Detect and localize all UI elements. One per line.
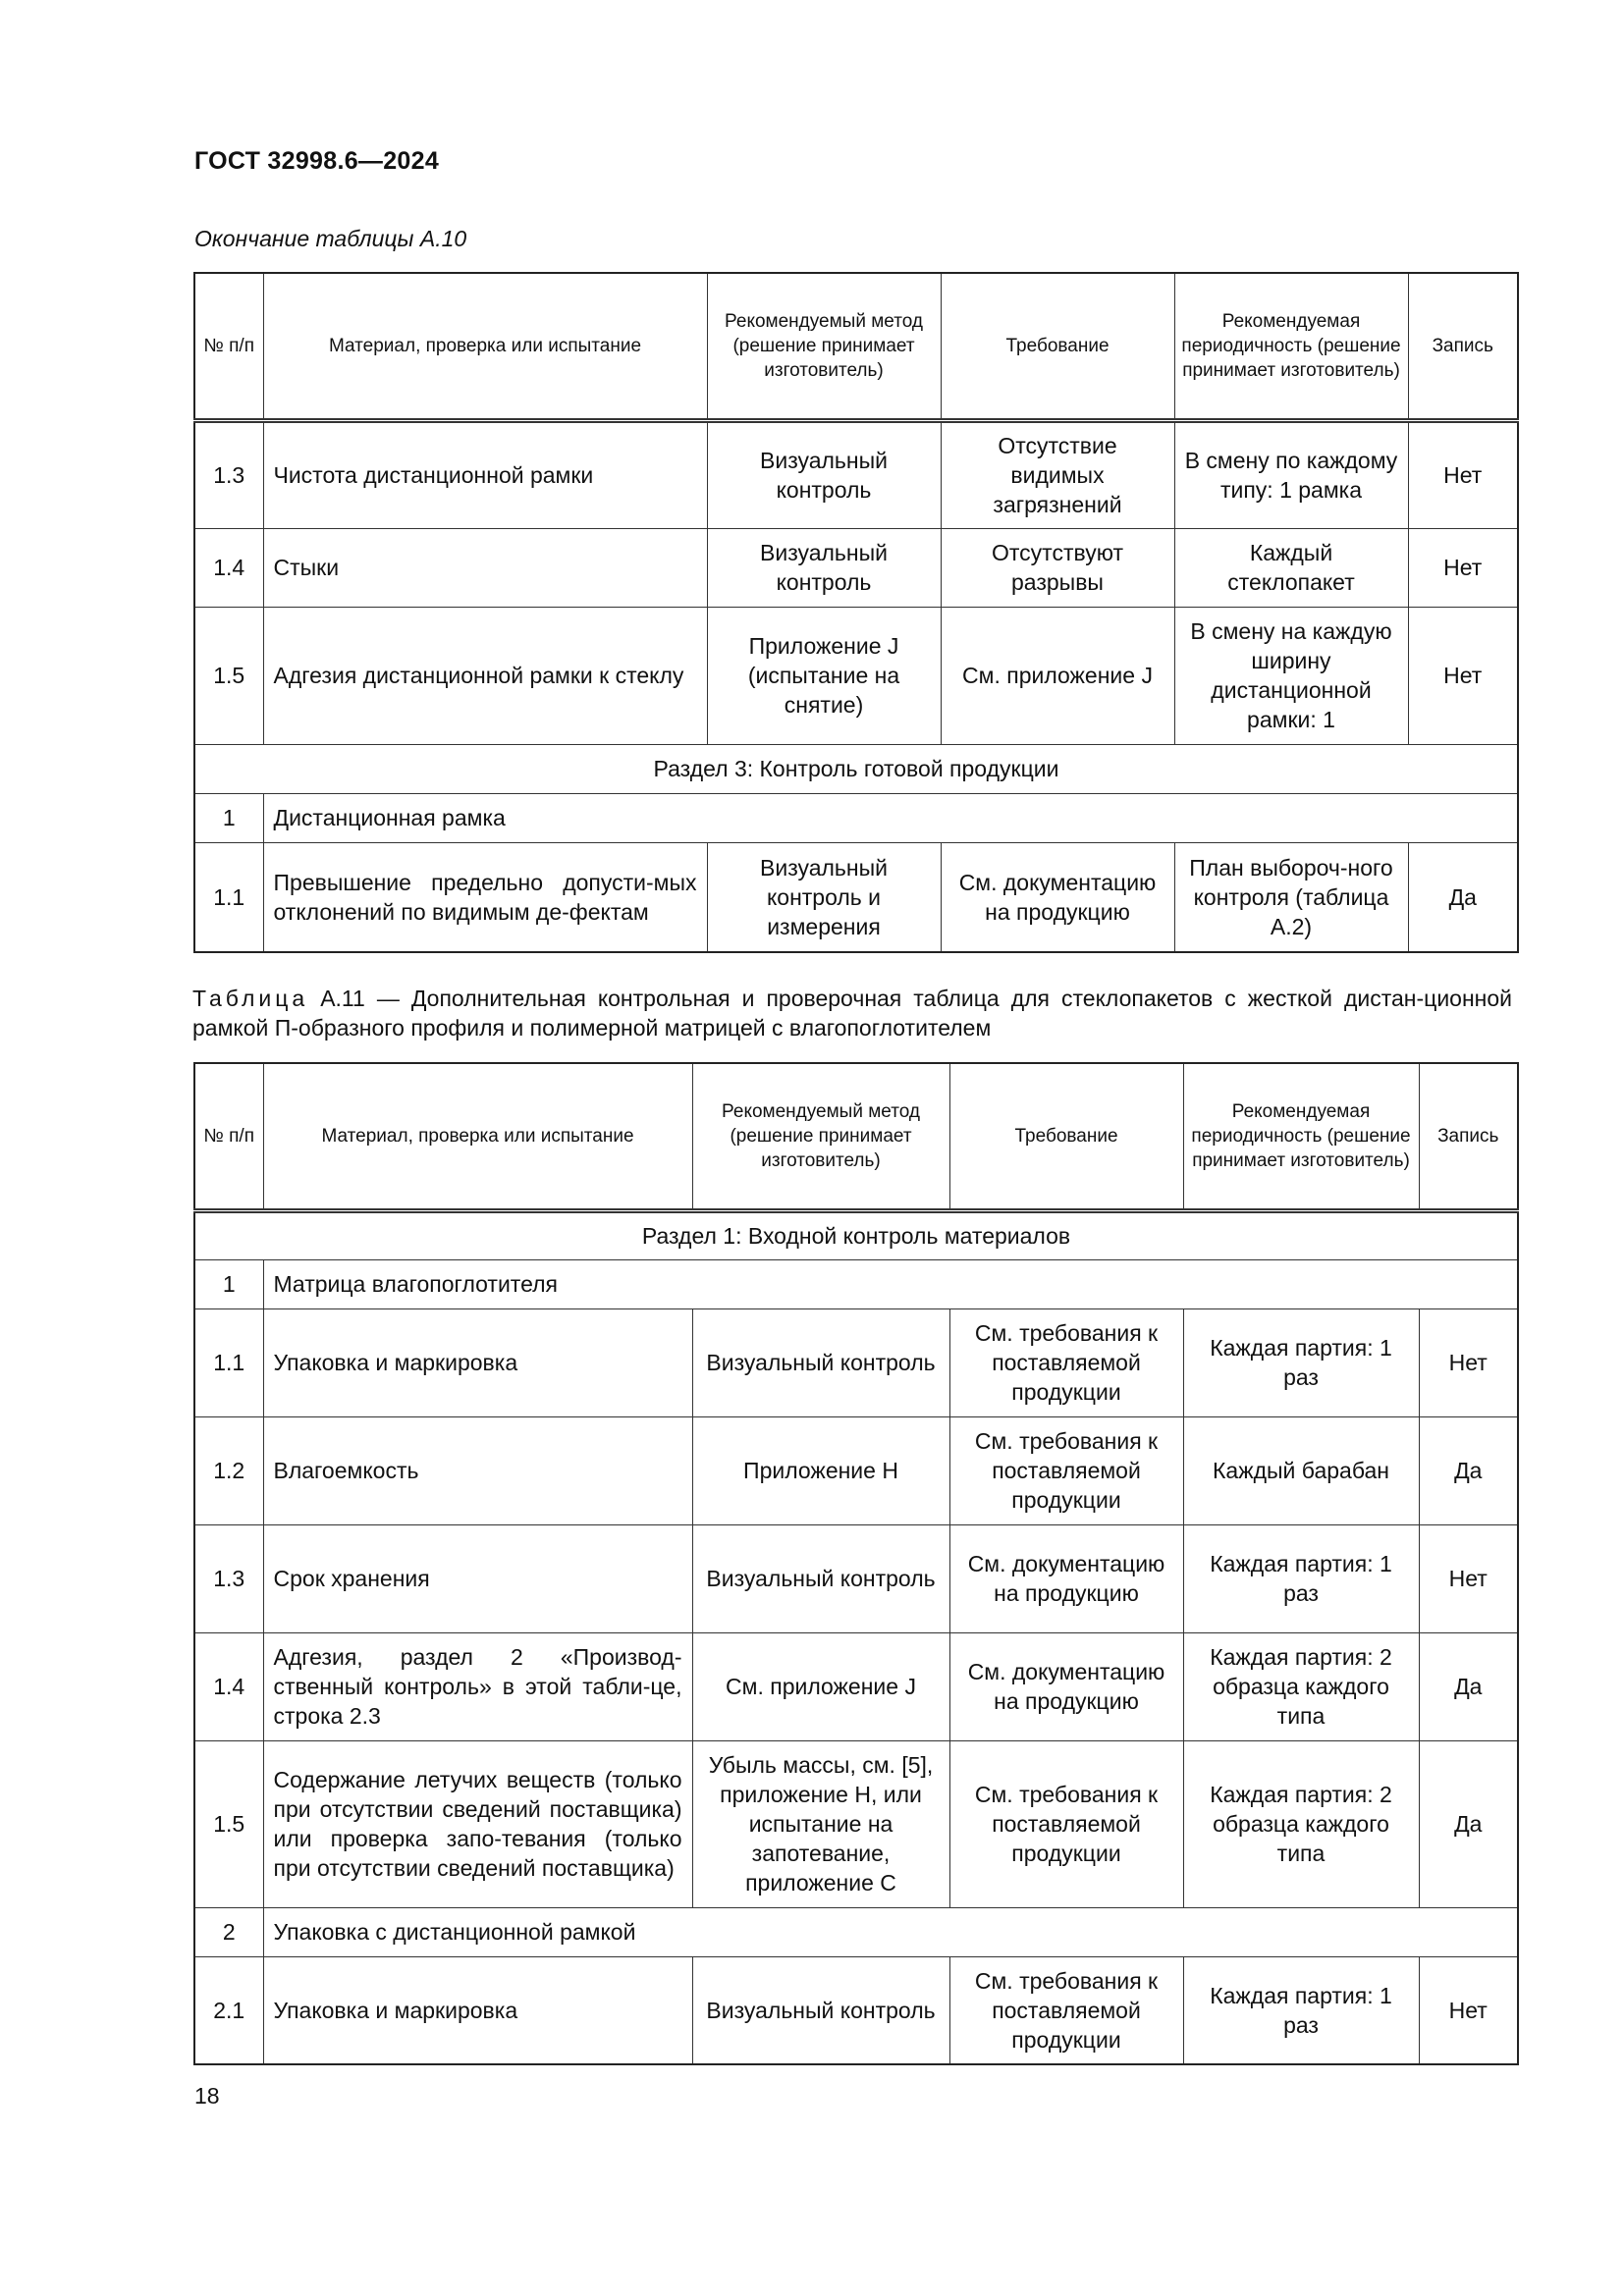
table-row — [194, 420, 1518, 528]
row-item: Содержание летучих веществ (только при отсутствии сведений поставщика) или проверка запо-тевания (только при отсутствии сведений поставщика) — [263, 1740, 692, 1907]
document-title: ГОСТ 32998.6—2024 — [194, 147, 440, 175]
column-header: Рекомендуемый метод (решение принимает изготовитель) — [707, 273, 941, 420]
table-row — [194, 607, 1518, 744]
row-number: 1 — [194, 793, 263, 842]
row-record: Нет — [1419, 1956, 1518, 2064]
row-number: 1 — [194, 1259, 263, 1308]
group-row — [194, 1907, 1518, 1956]
row-method: См. приложение J — [692, 1632, 949, 1740]
row-method: Визуальный контроль — [707, 528, 941, 607]
table-label: Таблица — [192, 986, 309, 1011]
column-header: Материал, проверка или испытание — [263, 273, 707, 420]
row-record: Нет — [1419, 1308, 1518, 1416]
table-row — [194, 1632, 1518, 1740]
column-header: Запись — [1408, 273, 1518, 420]
row-frequency: Каждый барабан — [1183, 1416, 1419, 1524]
row-method: Визуальный контроль — [692, 1956, 949, 2064]
table-a10 — [193, 272, 1519, 953]
row-item: Упаковка и маркировка — [263, 1956, 692, 2064]
table-a11 — [193, 1062, 1519, 2065]
table-a11-header-row — [194, 1063, 1518, 1210]
section-title: Раздел 1: Входной контроль материалов — [194, 1210, 1518, 1259]
row-frequency: В смену по каждому типу: 1 рамка — [1174, 420, 1408, 528]
table-row — [194, 842, 1518, 952]
row-method: Приложение H — [692, 1416, 949, 1524]
row-item: Превышение предельно допусти-мых отклонений по видимым де-фектам — [263, 842, 707, 952]
row-requirement: См. документацию на продукцию — [949, 1524, 1183, 1632]
row-record: Нет — [1419, 1524, 1518, 1632]
row-number: 2.1 — [194, 1956, 263, 2064]
row-record: Да — [1419, 1416, 1518, 1524]
table-row — [194, 528, 1518, 607]
group-row — [194, 793, 1518, 842]
row-number: 1.3 — [194, 420, 263, 528]
row-method: Визуальный контроль и измерения — [707, 842, 941, 952]
row-number: 1.4 — [194, 528, 263, 607]
row-item: Адгезия, раздел 2 «Производ-ственный контроль» в этой табли-це, строка 2.3 — [263, 1632, 692, 1740]
row-record: Нет — [1408, 607, 1518, 744]
row-requirement: См. документацию на продукцию — [941, 842, 1174, 952]
table-row — [194, 1956, 1518, 2064]
table-a11-caption — [192, 984, 1512, 1042]
table-row — [194, 1308, 1518, 1416]
row-number: 1.4 — [194, 1632, 263, 1740]
row-item: Стыки — [263, 528, 707, 607]
row-requirement: См. требования к поставляемой продукции — [949, 1308, 1183, 1416]
group-row — [194, 1259, 1518, 1308]
row-record: Нет — [1408, 528, 1518, 607]
row-method: Визуальный контроль — [692, 1524, 949, 1632]
column-header: Рекомендуемая периодичность (решение принимает изготовитель) — [1174, 273, 1408, 420]
row-frequency: Каждая партия: 1 раз — [1183, 1524, 1419, 1632]
row-method: Приложение J (испытание на снятие) — [707, 607, 941, 744]
row-record: Да — [1419, 1740, 1518, 1907]
table-row — [194, 1524, 1518, 1632]
row-method: Визуальный контроль — [707, 420, 941, 528]
row-number: 1.2 — [194, 1416, 263, 1524]
column-header: Материал, проверка или испытание — [263, 1063, 692, 1210]
column-header: № п/п — [194, 273, 263, 420]
row-number: 2 — [194, 1907, 263, 1956]
row-requirement: См. требования к поставляемой продукции — [949, 1740, 1183, 1907]
row-item: Срок хранения — [263, 1524, 692, 1632]
section-row — [194, 744, 1518, 793]
row-item: Упаковка и маркировка — [263, 1308, 692, 1416]
row-item: Влагоемкость — [263, 1416, 692, 1524]
table-a10-caption: Окончание таблицы А.10 — [194, 226, 467, 251]
row-record: Да — [1419, 1632, 1518, 1740]
row-frequency: Каждый стеклопакет — [1174, 528, 1408, 607]
group-title: Дистанционная рамка — [263, 793, 1518, 842]
row-method: Убыль массы, см. [5], приложение H, или испытание на запотевание, приложение C — [692, 1740, 949, 1907]
row-number: 1.5 — [194, 1740, 263, 1907]
row-frequency: Каждая партия: 1 раз — [1183, 1308, 1419, 1416]
table-caption-text: А.11 — Дополнительная контрольная и проверочная таблица для стеклопакетов с жесткой дистан-ционной рамкой П-образного профиля и полимерной матрицей с влагопоглотителем — [192, 986, 1513, 1041]
column-header: № п/п — [194, 1063, 263, 1210]
row-item: Адгезия дистанционной рамки к стеклу — [263, 607, 707, 744]
column-header: Требование — [941, 273, 1174, 420]
row-requirement: Отсутствуют разрывы — [941, 528, 1174, 607]
row-frequency: План выбороч-ного контроля (таблица А.2) — [1174, 842, 1408, 952]
row-number: 1.1 — [194, 1308, 263, 1416]
row-requirement: См. требования к поставляемой продукции — [949, 1956, 1183, 2064]
page-number: 18 — [194, 2083, 220, 2109]
row-frequency: Каждая партия: 2 образца каждого типа — [1183, 1740, 1419, 1907]
column-header: Запись — [1419, 1063, 1518, 1210]
row-requirement: Отсутствие видимых загрязнений — [941, 420, 1174, 528]
section-row — [194, 1210, 1518, 1259]
column-header: Рекомендуемый метод (решение принимает изготовитель) — [692, 1063, 949, 1210]
group-title: Матрица влагопоглотителя — [263, 1259, 1518, 1308]
row-frequency: Каждая партия: 1 раз — [1183, 1956, 1419, 2064]
row-number: 1.5 — [194, 607, 263, 744]
row-method: Визуальный контроль — [692, 1308, 949, 1416]
table-row — [194, 1416, 1518, 1524]
column-header: Требование — [949, 1063, 1183, 1210]
row-record: Да — [1408, 842, 1518, 952]
row-record: Нет — [1408, 420, 1518, 528]
section-title: Раздел 3: Контроль готовой продукции — [194, 744, 1518, 793]
row-frequency: В смену на каждую ширину дистанционной рамки: 1 — [1174, 607, 1408, 744]
row-requirement: См. документацию на продукцию — [949, 1632, 1183, 1740]
table-row — [194, 1740, 1518, 1907]
row-item: Чистота дистанционной рамки — [263, 420, 707, 528]
row-frequency: Каждая партия: 2 образца каждого типа — [1183, 1632, 1419, 1740]
table-a10-header-row — [194, 273, 1518, 420]
row-requirement: См. приложение J — [941, 607, 1174, 744]
column-header: Рекомендуемая периодичность (решение принимает изготовитель) — [1183, 1063, 1419, 1210]
group-title: Упаковка с дистанционной рамкой — [263, 1907, 1518, 1956]
row-number: 1.3 — [194, 1524, 263, 1632]
row-requirement: См. требования к поставляемой продукции — [949, 1416, 1183, 1524]
row-number: 1.1 — [194, 842, 263, 952]
